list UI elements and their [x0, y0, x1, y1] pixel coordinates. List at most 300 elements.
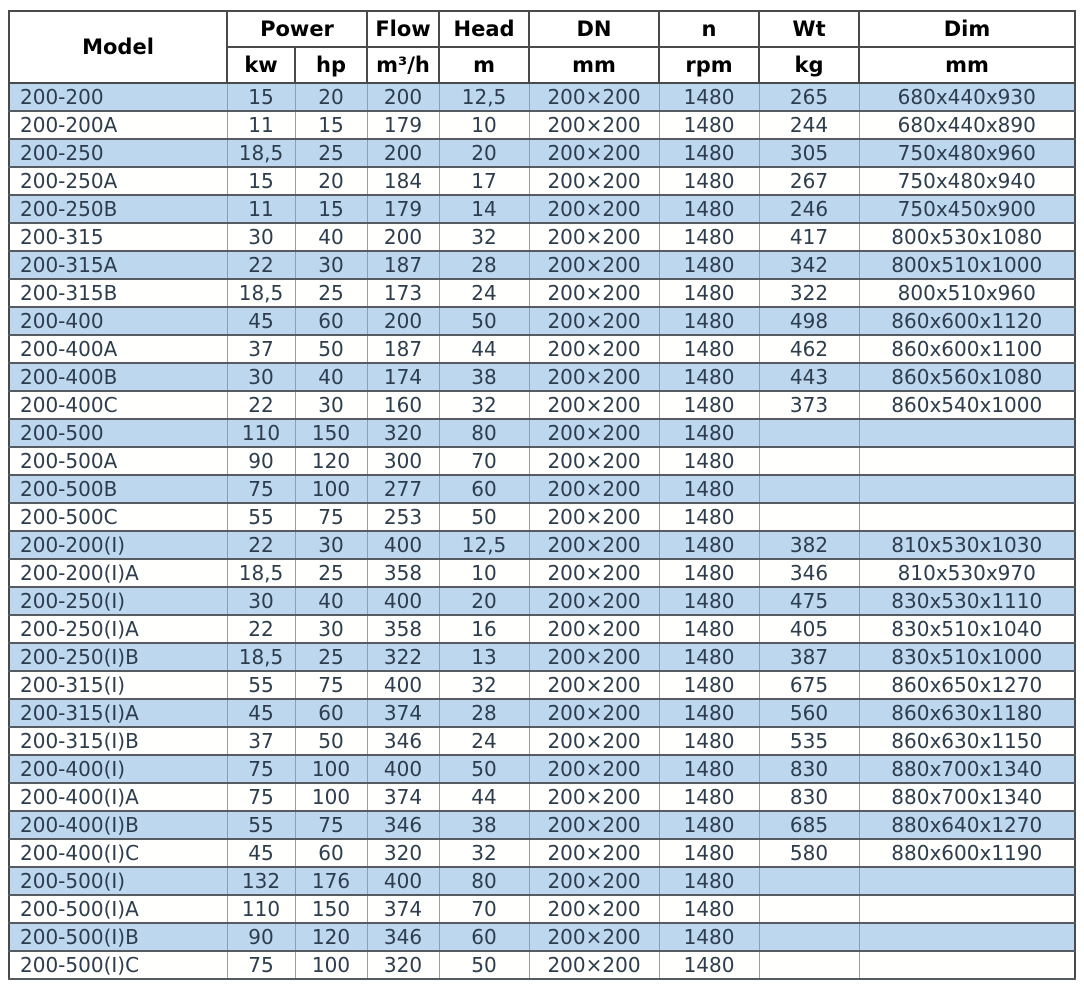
- cell-power-hp: 20: [295, 167, 367, 195]
- cell-dim: 860x540x1000: [859, 391, 1075, 419]
- cell-head: 13: [439, 643, 529, 671]
- cell-wt: 685: [759, 811, 859, 839]
- cell-flow: 400: [367, 671, 439, 699]
- cell-flow: 320: [367, 839, 439, 867]
- col-unit-head: m: [439, 47, 529, 83]
- table-row: [9, 195, 1075, 223]
- cell-dn: 200×200: [529, 335, 659, 363]
- cell-head: 10: [439, 111, 529, 139]
- cell-wt: 322: [759, 279, 859, 307]
- cell-dn: 200×200: [529, 167, 659, 195]
- col-header-dn: DN: [529, 11, 659, 47]
- cell-model: 200-315(I)A: [9, 699, 227, 727]
- cell-wt: 675: [759, 671, 859, 699]
- cell-power-hp: 50: [295, 727, 367, 755]
- cell-power-kw: 15: [227, 83, 295, 111]
- col-unit-dim: mm: [859, 47, 1075, 83]
- cell-model: 200-200A: [9, 111, 227, 139]
- cell-power-hp: 60: [295, 839, 367, 867]
- cell-dim: [859, 447, 1075, 475]
- cell-n: 1480: [659, 531, 759, 559]
- table-row: [9, 643, 1075, 671]
- cell-wt: 346: [759, 559, 859, 587]
- cell-head: 12,5: [439, 83, 529, 111]
- cell-power-hp: 60: [295, 699, 367, 727]
- cell-dim: 880x700x1340: [859, 755, 1075, 783]
- cell-head: 24: [439, 279, 529, 307]
- cell-n: 1480: [659, 839, 759, 867]
- col-unit-dn: mm: [529, 47, 659, 83]
- cell-n: 1480: [659, 307, 759, 335]
- cell-n: 1480: [659, 279, 759, 307]
- cell-power-kw: 45: [227, 839, 295, 867]
- cell-model: 200-400A: [9, 335, 227, 363]
- cell-n: 1480: [659, 895, 759, 923]
- cell-flow: 174: [367, 363, 439, 391]
- cell-power-kw: 75: [227, 475, 295, 503]
- cell-dn: 200×200: [529, 559, 659, 587]
- cell-model: 200-250: [9, 139, 227, 167]
- table-row: [9, 363, 1075, 391]
- table-row: [9, 755, 1075, 783]
- cell-wt: 382: [759, 531, 859, 559]
- cell-wt: 443: [759, 363, 859, 391]
- cell-n: 1480: [659, 475, 759, 503]
- table-row: [9, 867, 1075, 895]
- cell-dim: 860x650x1270: [859, 671, 1075, 699]
- cell-model: 200-400(I): [9, 755, 227, 783]
- cell-dim: 810x530x1030: [859, 531, 1075, 559]
- cell-flow: 358: [367, 559, 439, 587]
- cell-n: 1480: [659, 447, 759, 475]
- cell-power-hp: 25: [295, 559, 367, 587]
- cell-head: 50: [439, 307, 529, 335]
- cell-dim: 860x630x1150: [859, 727, 1075, 755]
- cell-power-hp: 150: [295, 895, 367, 923]
- cell-power-hp: 25: [295, 279, 367, 307]
- cell-power-hp: 75: [295, 503, 367, 531]
- cell-flow: 173: [367, 279, 439, 307]
- cell-power-kw: 18,5: [227, 643, 295, 671]
- cell-n: 1480: [659, 503, 759, 531]
- cell-flow: 300: [367, 447, 439, 475]
- cell-power-kw: 75: [227, 755, 295, 783]
- cell-power-kw: 37: [227, 727, 295, 755]
- cell-head: 38: [439, 363, 529, 391]
- cell-model: 200-315(I)B: [9, 727, 227, 755]
- cell-flow: 277: [367, 475, 439, 503]
- cell-dim: [859, 895, 1075, 923]
- cell-power-kw: 110: [227, 895, 295, 923]
- cell-dim: 800x510x960: [859, 279, 1075, 307]
- col-header-model: Model: [9, 11, 227, 83]
- cell-wt: 560: [759, 699, 859, 727]
- cell-power-kw: 37: [227, 335, 295, 363]
- table-row: [9, 391, 1075, 419]
- cell-wt: 267: [759, 167, 859, 195]
- cell-power-hp: 15: [295, 195, 367, 223]
- cell-dn: 200×200: [529, 755, 659, 783]
- cell-flow: 322: [367, 643, 439, 671]
- cell-wt: 405: [759, 615, 859, 643]
- cell-n: 1480: [659, 335, 759, 363]
- cell-flow: 400: [367, 531, 439, 559]
- cell-flow: 200: [367, 307, 439, 335]
- table-row: [9, 83, 1075, 111]
- cell-model: 200-315A: [9, 251, 227, 279]
- cell-wt: 373: [759, 391, 859, 419]
- cell-wt: 244: [759, 111, 859, 139]
- cell-flow: 200: [367, 83, 439, 111]
- cell-flow: 400: [367, 755, 439, 783]
- table-row: [9, 167, 1075, 195]
- cell-model: 200-500(I)C: [9, 951, 227, 979]
- cell-power-hp: 100: [295, 951, 367, 979]
- cell-model: 200-500(I): [9, 867, 227, 895]
- cell-model: 200-400(I)C: [9, 839, 227, 867]
- table-header: [9, 11, 1075, 83]
- cell-n: 1480: [659, 727, 759, 755]
- cell-dim: 880x700x1340: [859, 783, 1075, 811]
- cell-dim: [859, 923, 1075, 951]
- cell-dim: 750x450x900: [859, 195, 1075, 223]
- cell-dim: [859, 503, 1075, 531]
- cell-power-kw: 75: [227, 783, 295, 811]
- cell-power-hp: 75: [295, 811, 367, 839]
- cell-dim: 750x480x940: [859, 167, 1075, 195]
- cell-head: 50: [439, 755, 529, 783]
- cell-power-kw: 30: [227, 223, 295, 251]
- cell-power-hp: 30: [295, 531, 367, 559]
- cell-head: 20: [439, 139, 529, 167]
- cell-wt: 830: [759, 783, 859, 811]
- cell-head: 44: [439, 783, 529, 811]
- cell-n: 1480: [659, 587, 759, 615]
- cell-flow: 179: [367, 195, 439, 223]
- cell-flow: 346: [367, 811, 439, 839]
- cell-head: 32: [439, 223, 529, 251]
- cell-flow: 200: [367, 223, 439, 251]
- cell-power-kw: 18,5: [227, 139, 295, 167]
- col-header-power: Power: [227, 11, 367, 47]
- cell-head: 16: [439, 615, 529, 643]
- cell-flow: 346: [367, 923, 439, 951]
- cell-head: 50: [439, 503, 529, 531]
- col-header-wt: Wt: [759, 11, 859, 47]
- cell-head: 28: [439, 251, 529, 279]
- cell-dn: 200×200: [529, 727, 659, 755]
- cell-power-kw: 55: [227, 503, 295, 531]
- cell-power-hp: 25: [295, 643, 367, 671]
- cell-dim: 830x530x1110: [859, 587, 1075, 615]
- cell-n: 1480: [659, 139, 759, 167]
- cell-model: 200-400(I)B: [9, 811, 227, 839]
- cell-power-kw: 132: [227, 867, 295, 895]
- cell-wt: 475: [759, 587, 859, 615]
- cell-dn: 200×200: [529, 531, 659, 559]
- col-header-dim: Dim: [859, 11, 1075, 47]
- cell-n: 1480: [659, 391, 759, 419]
- cell-flow: 187: [367, 335, 439, 363]
- cell-n: 1480: [659, 167, 759, 195]
- cell-power-hp: 150: [295, 419, 367, 447]
- cell-wt: [759, 867, 859, 895]
- cell-n: 1480: [659, 195, 759, 223]
- cell-flow: 400: [367, 867, 439, 895]
- cell-n: 1480: [659, 419, 759, 447]
- cell-dim: [859, 951, 1075, 979]
- cell-head: 38: [439, 811, 529, 839]
- cell-power-hp: 120: [295, 923, 367, 951]
- table-row: [9, 503, 1075, 531]
- table-row: [9, 531, 1075, 559]
- table-row: [9, 223, 1075, 251]
- cell-flow: 400: [367, 587, 439, 615]
- cell-wt: 498: [759, 307, 859, 335]
- col-header-flow: Flow: [367, 11, 439, 47]
- cell-head: 17: [439, 167, 529, 195]
- table-row: [9, 251, 1075, 279]
- cell-wt: [759, 419, 859, 447]
- cell-wt: 830: [759, 755, 859, 783]
- table-row: [9, 615, 1075, 643]
- cell-dn: 200×200: [529, 867, 659, 895]
- cell-dim: 860x560x1080: [859, 363, 1075, 391]
- cell-dn: 200×200: [529, 783, 659, 811]
- cell-power-kw: 75: [227, 951, 295, 979]
- pump-spec-table: [8, 10, 1076, 980]
- cell-power-kw: 22: [227, 251, 295, 279]
- col-header-head: Head: [439, 11, 529, 47]
- cell-n: 1480: [659, 643, 759, 671]
- cell-power-hp: 25: [295, 139, 367, 167]
- cell-head: 80: [439, 419, 529, 447]
- cell-n: 1480: [659, 363, 759, 391]
- cell-flow: 346: [367, 727, 439, 755]
- table-row: [9, 587, 1075, 615]
- cell-power-kw: 55: [227, 671, 295, 699]
- cell-dim: 860x630x1180: [859, 699, 1075, 727]
- cell-power-kw: 55: [227, 811, 295, 839]
- cell-model: 200-250(I): [9, 587, 227, 615]
- cell-head: 28: [439, 699, 529, 727]
- cell-head: 32: [439, 391, 529, 419]
- cell-n: 1480: [659, 783, 759, 811]
- cell-head: 12,5: [439, 531, 529, 559]
- cell-wt: 387: [759, 643, 859, 671]
- cell-head: 10: [439, 559, 529, 587]
- cell-dim: [859, 419, 1075, 447]
- cell-wt: 246: [759, 195, 859, 223]
- cell-n: 1480: [659, 951, 759, 979]
- spec-table-body: [9, 83, 1075, 979]
- cell-power-hp: 50: [295, 335, 367, 363]
- table-row: [9, 139, 1075, 167]
- cell-n: 1480: [659, 755, 759, 783]
- cell-model: 200-500(I)B: [9, 923, 227, 951]
- cell-flow: 253: [367, 503, 439, 531]
- cell-dn: 200×200: [529, 951, 659, 979]
- cell-power-kw: 30: [227, 587, 295, 615]
- cell-dim: 830x510x1040: [859, 615, 1075, 643]
- cell-wt: [759, 447, 859, 475]
- table-row: [9, 811, 1075, 839]
- cell-n: 1480: [659, 867, 759, 895]
- cell-wt: [759, 951, 859, 979]
- cell-dim: 680x440x890: [859, 111, 1075, 139]
- cell-model: 200-250B: [9, 195, 227, 223]
- cell-power-kw: 45: [227, 307, 295, 335]
- cell-dim: 830x510x1000: [859, 643, 1075, 671]
- cell-power-hp: 120: [295, 447, 367, 475]
- cell-wt: 462: [759, 335, 859, 363]
- cell-wt: 342: [759, 251, 859, 279]
- cell-power-kw: 22: [227, 531, 295, 559]
- col-unit-hp: hp: [295, 47, 367, 83]
- cell-dim: 800x510x1000: [859, 251, 1075, 279]
- cell-power-kw: 18,5: [227, 559, 295, 587]
- cell-power-kw: 11: [227, 111, 295, 139]
- cell-n: 1480: [659, 251, 759, 279]
- cell-dn: 200×200: [529, 839, 659, 867]
- cell-model: 200-500: [9, 419, 227, 447]
- cell-power-kw: 90: [227, 923, 295, 951]
- cell-dn: 200×200: [529, 587, 659, 615]
- cell-n: 1480: [659, 559, 759, 587]
- cell-head: 60: [439, 923, 529, 951]
- cell-n: 1480: [659, 923, 759, 951]
- cell-dn: 200×200: [529, 279, 659, 307]
- cell-n: 1480: [659, 811, 759, 839]
- cell-n: 1480: [659, 223, 759, 251]
- cell-model: 200-500C: [9, 503, 227, 531]
- cell-power-hp: 30: [295, 251, 367, 279]
- cell-power-hp: 40: [295, 363, 367, 391]
- table-row: [9, 895, 1075, 923]
- cell-wt: 580: [759, 839, 859, 867]
- table-row: [9, 839, 1075, 867]
- cell-wt: [759, 503, 859, 531]
- cell-model: 200-315: [9, 223, 227, 251]
- cell-head: 70: [439, 895, 529, 923]
- cell-power-hp: 20: [295, 83, 367, 111]
- cell-dim: 880x640x1270: [859, 811, 1075, 839]
- cell-flow: 187: [367, 251, 439, 279]
- cell-flow: 320: [367, 951, 439, 979]
- cell-n: 1480: [659, 671, 759, 699]
- cell-wt: [759, 475, 859, 503]
- cell-flow: 179: [367, 111, 439, 139]
- cell-dn: 200×200: [529, 223, 659, 251]
- cell-wt: [759, 895, 859, 923]
- cell-power-hp: 100: [295, 755, 367, 783]
- cell-power-kw: 11: [227, 195, 295, 223]
- cell-flow: 320: [367, 419, 439, 447]
- cell-dn: 200×200: [529, 195, 659, 223]
- cell-model: 200-250(I)A: [9, 615, 227, 643]
- cell-dn: 200×200: [529, 615, 659, 643]
- cell-model: 200-250A: [9, 167, 227, 195]
- cell-wt: 417: [759, 223, 859, 251]
- cell-flow: 358: [367, 615, 439, 643]
- table-row: [9, 279, 1075, 307]
- cell-dn: 200×200: [529, 811, 659, 839]
- table-row: [9, 475, 1075, 503]
- cell-flow: 374: [367, 699, 439, 727]
- cell-n: 1480: [659, 699, 759, 727]
- cell-dn: 200×200: [529, 111, 659, 139]
- header-row-titles: [9, 11, 1075, 47]
- cell-dim: [859, 867, 1075, 895]
- col-unit-kw: kw: [227, 47, 295, 83]
- cell-head: 70: [439, 447, 529, 475]
- cell-n: 1480: [659, 83, 759, 111]
- table-row: [9, 335, 1075, 363]
- cell-wt: 265: [759, 83, 859, 111]
- cell-power-kw: 90: [227, 447, 295, 475]
- table-row: [9, 111, 1075, 139]
- table-row: [9, 727, 1075, 755]
- table-row: [9, 951, 1075, 979]
- cell-dn: 200×200: [529, 923, 659, 951]
- cell-n: 1480: [659, 615, 759, 643]
- cell-n: 1480: [659, 111, 759, 139]
- cell-model: 200-315(I): [9, 671, 227, 699]
- cell-power-kw: 45: [227, 699, 295, 727]
- cell-power-hp: 176: [295, 867, 367, 895]
- cell-dn: 200×200: [529, 671, 659, 699]
- cell-wt: 305: [759, 139, 859, 167]
- cell-head: 44: [439, 335, 529, 363]
- cell-dim: 810x530x970: [859, 559, 1075, 587]
- cell-flow: 160: [367, 391, 439, 419]
- cell-power-kw: 22: [227, 391, 295, 419]
- cell-dim: 680x440x930: [859, 83, 1075, 111]
- cell-dn: 200×200: [529, 699, 659, 727]
- cell-model: 200-315B: [9, 279, 227, 307]
- cell-model: 200-200: [9, 83, 227, 111]
- cell-head: 32: [439, 839, 529, 867]
- cell-model: 200-250(I)B: [9, 643, 227, 671]
- table-row: [9, 447, 1075, 475]
- cell-head: 32: [439, 671, 529, 699]
- cell-model: 200-400(I)A: [9, 783, 227, 811]
- cell-flow: 200: [367, 139, 439, 167]
- col-unit-flow: m³/h: [367, 47, 439, 83]
- cell-power-kw: 30: [227, 363, 295, 391]
- cell-model: 200-400B: [9, 363, 227, 391]
- table-row: [9, 699, 1075, 727]
- cell-flow: 184: [367, 167, 439, 195]
- table-row: [9, 783, 1075, 811]
- table-row: [9, 307, 1075, 335]
- cell-power-hp: 30: [295, 391, 367, 419]
- cell-dn: 200×200: [529, 139, 659, 167]
- cell-model: 200-400: [9, 307, 227, 335]
- cell-flow: 374: [367, 783, 439, 811]
- cell-dim: [859, 475, 1075, 503]
- cell-power-hp: 60: [295, 307, 367, 335]
- cell-head: 20: [439, 587, 529, 615]
- cell-dn: 200×200: [529, 503, 659, 531]
- cell-dim: 880x600x1190: [859, 839, 1075, 867]
- cell-power-kw: 22: [227, 615, 295, 643]
- cell-dn: 200×200: [529, 419, 659, 447]
- table-row: [9, 559, 1075, 587]
- col-unit-wt: kg: [759, 47, 859, 83]
- cell-wt: [759, 923, 859, 951]
- cell-dn: 200×200: [529, 251, 659, 279]
